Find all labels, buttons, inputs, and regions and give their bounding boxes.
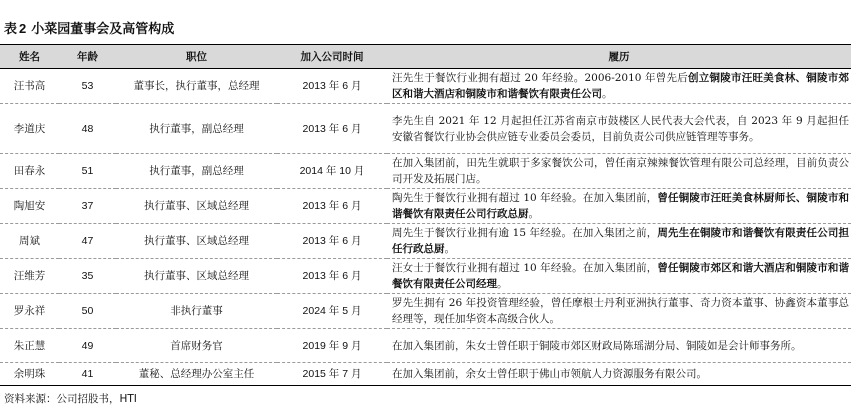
- cell-joined: 2024 年 5 月: [277, 294, 387, 329]
- cell-name: 周斌: [0, 224, 59, 259]
- cell-age: 47: [59, 224, 116, 259]
- table-row: [0, 259, 851, 294]
- cell-name: 余明珠: [0, 363, 59, 386]
- resume-tail: 。: [444, 243, 455, 255]
- cell-resume: [387, 294, 851, 329]
- table-header: [0, 45, 851, 69]
- header-name: 姓名: [0, 45, 59, 69]
- cell-name: 田春永: [0, 154, 59, 189]
- header-resume: 履历: [387, 45, 851, 69]
- resume-highlight: 曾任铜陵市汪旺美食林厨师长、铜陵市和谐餐饮有限责任公司行政总厨: [392, 192, 850, 220]
- cell-name: 汪书高: [0, 69, 59, 104]
- cell-name: 罗永祥: [0, 294, 59, 329]
- cell-name: 陶旭安: [0, 189, 59, 224]
- cell-joined: 2014 年 10 月: [277, 154, 387, 189]
- resume-text: 罗先生拥有 26 年投资管理经验，曾任摩根士丹利亚洲执行董事、奇力资本董事、协鑫资本董事总经理等，现任加华资本高级合伙人。: [392, 297, 849, 325]
- table-row: [0, 104, 851, 154]
- cell-position: 董秘、总经理办公室主任: [116, 363, 277, 386]
- table-caption: [4, 20, 174, 39]
- resume-tail: 。: [602, 88, 613, 100]
- cell-resume: [387, 189, 851, 224]
- cell-joined: 2013 年 6 月: [277, 224, 387, 259]
- cell-resume: [387, 69, 851, 104]
- cell-age: 41: [59, 363, 116, 386]
- resume-highlight: 创立铜陵市汪旺美食林、铜陵市郊区和谐大酒店和铜陵市和谐餐饮有限责任公司: [392, 72, 849, 100]
- table-row: [0, 69, 851, 104]
- table-row: [0, 294, 851, 329]
- cell-age: 49: [59, 329, 116, 363]
- resume-text: 李先生自 2021 年 12 月起担任江苏省南京市鼓楼区人民代表大会代表，自 2023 年 9 月起担任安徽省餐饮行业协会供应链专业委员会委员，目前负责公司供应链管理等事务。: [392, 114, 849, 143]
- resume-text: 汪女士于餐饮行业拥有超过 10 年经验。在加入集团前，: [392, 262, 658, 274]
- resume-text: 周先生于餐饮行业拥有逾 15 年经验。在加入集团之前，: [392, 227, 658, 239]
- cell-resume: [387, 259, 851, 294]
- resume-text: 汪先生于餐饮行业拥有超过 20 年经验。2006-2010 年曾先后: [392, 72, 689, 84]
- cell-resume: [387, 329, 851, 363]
- cell-joined: 2013 年 6 月: [277, 189, 387, 224]
- resume-text: 在加入集团前，朱女士曾任职于铜陵市郊区财政局陈瑶湖分局、铜陵如是会计师事务所。: [392, 339, 802, 352]
- cell-position: 执行董事、区域总经理: [116, 259, 277, 294]
- cell-age: 48: [59, 104, 116, 154]
- table-row: [0, 363, 851, 386]
- cell-joined: 2019 年 9 月: [277, 329, 387, 363]
- cell-resume: [387, 224, 851, 259]
- header-joined: 加入公司时间: [277, 45, 387, 69]
- cell-name: 朱正慧: [0, 329, 59, 363]
- cell-position: 执行董事、区域总经理: [116, 189, 277, 224]
- header-age: 年龄: [59, 45, 116, 69]
- resume-tail: 。: [528, 208, 539, 220]
- table-row: [0, 189, 851, 224]
- cell-resume: [387, 363, 851, 386]
- caption-text: 小菜园董事会及高管构成: [31, 22, 175, 37]
- header-position: 职位: [116, 45, 277, 69]
- cell-age: 50: [59, 294, 116, 329]
- cell-joined: 2013 年 6 月: [277, 104, 387, 154]
- source-note: 资料来源：公司招股书，HTI: [4, 393, 137, 405]
- cell-position: 执行董事、区域总经理: [116, 224, 277, 259]
- caption-number: 2: [19, 21, 27, 36]
- table-row: [0, 329, 851, 363]
- cell-age: 53: [59, 69, 116, 104]
- cell-resume: [387, 154, 851, 189]
- resume-highlight: 周先生在铜陵市和谐餐饮有限责任公司担任行政总厨: [392, 227, 850, 255]
- cell-resume: [387, 104, 851, 154]
- resume-tail: 。: [497, 278, 508, 290]
- cell-age: 51: [59, 154, 116, 189]
- cell-position: 首席财务官: [116, 329, 277, 363]
- cell-joined: 2013 年 6 月: [277, 259, 387, 294]
- cell-age: 37: [59, 189, 116, 224]
- cell-position: 董事长，执行董事，总经理: [116, 69, 277, 104]
- cell-position: 执行董事，副总经理: [116, 154, 277, 189]
- resume-text: 在加入集团前，田先生就职于多家餐饮公司，曾任南京辣辣餐饮管理有限公司总经理，目前负责公司开发及拓展门店。: [392, 157, 849, 185]
- cell-position: 非执行董事: [116, 294, 277, 329]
- management-table: [0, 44, 851, 386]
- resume-text: 在加入集团前，余女士曾任职于佛山市领航人力资源服务有限公司。: [392, 368, 707, 380]
- table-row: [0, 154, 851, 189]
- table-row: [0, 224, 851, 259]
- resume-highlight: 曾任铜陵市郊区和谐大酒店和铜陵市和谐餐饮有限责任公司经理: [392, 262, 850, 290]
- caption-prefix: 表: [4, 22, 18, 37]
- resume-text: 陶先生于餐饮行业拥有超过 10 年经验。在加入集团前，: [392, 192, 658, 204]
- cell-name: 李道庆: [0, 104, 59, 154]
- table-body: [0, 69, 851, 386]
- cell-age: 35: [59, 259, 116, 294]
- cell-joined: 2013 年 6 月: [277, 69, 387, 104]
- cell-name: 汪维芳: [0, 259, 59, 294]
- header-row: [0, 45, 851, 69]
- cell-joined: 2015 年 7 月: [277, 363, 387, 386]
- cell-position: 执行董事，副总经理: [116, 104, 277, 154]
